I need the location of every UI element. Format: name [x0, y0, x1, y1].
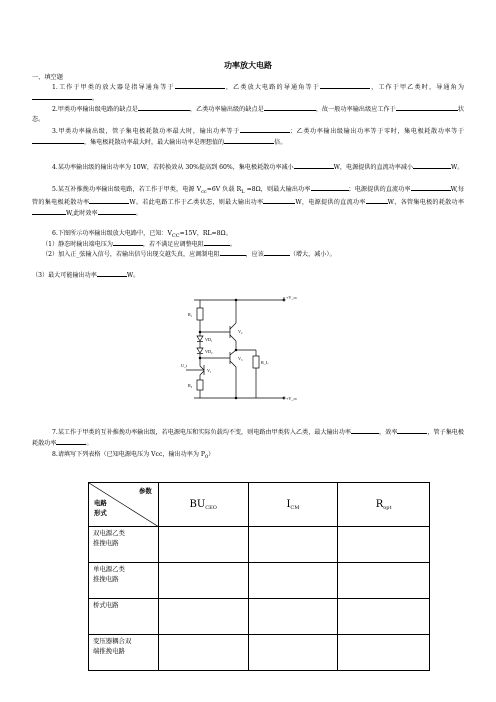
input-label: U_i: [181, 363, 188, 368]
table-cell[interactable]: [338, 635, 430, 671]
blank: [175, 82, 225, 89]
corner-bottom-label: 电路 形式: [94, 499, 107, 517]
q6-sub-cc: CC: [171, 233, 180, 239]
blank: [397, 427, 427, 434]
transistor-v1-label: V₁: [207, 368, 212, 373]
power-amplifier-circuit-diagram: [180, 292, 310, 410]
q3-text-b: ；乙类功率输出级输出功率等于零时，集电极耗散功率等于: [289, 128, 464, 135]
section-heading: 一、填空题: [32, 74, 63, 81]
table-cell[interactable]: [158, 527, 248, 563]
q5-text-a5: =8Ω，则最大输出功率: [244, 186, 311, 193]
question-3: [32, 126, 464, 148]
row-label: 单电源乙类 推挽电路: [89, 563, 159, 599]
q8-text-a: 8.请填写下列表格（已知电源电压为 Vcc，输出功率为 P: [52, 451, 205, 458]
table-cell[interactable]: [338, 527, 430, 563]
row-label: 双电源乙类 推挽电路: [89, 527, 159, 563]
q5-text-f: W，各管集电极的耗散功率: [387, 199, 465, 207]
header-i: $I_{CM}$: [248, 483, 338, 527]
q2-text-a: 2.甲类功率输出级电路的缺点是: [52, 106, 138, 113]
q4-text-c: W。: [451, 164, 464, 171]
q5-text-a: 5.某互补推挽功率输出级电路，若工作于甲类，电源 V: [52, 186, 202, 193]
q6-text-a: 6.下图所示功率输出级放大电路中，已知：V: [52, 230, 172, 237]
q5-text-a3: =6V 负载 R: [206, 186, 242, 193]
diode-vd1-label: VD₁: [205, 337, 213, 342]
blank: [294, 162, 334, 169]
q4-text-a: 4.某功率输出级的输出功率为 10W，若转换效从 30%提高到 60%，集电极耗散功率减小: [52, 164, 294, 171]
table-cell[interactable]: [248, 527, 338, 563]
ground-rail-label: +V_cc: [286, 396, 298, 401]
blank: [264, 249, 290, 256]
q7-text-b: ，效率: [379, 429, 398, 436]
table-cell[interactable]: [338, 599, 430, 635]
question-6-part-3: [32, 270, 464, 281]
q5-text-g: W,此时效率: [66, 210, 98, 218]
blank: [396, 104, 458, 111]
blank: [411, 184, 451, 191]
table-cell[interactable]: [158, 599, 248, 635]
q7-text-c: ，管子集电极耗散功率: [32, 429, 465, 448]
q1-text-d: 。: [92, 95, 99, 103]
q5-text-b: ；电源提供的直流功率: [348, 186, 411, 193]
q1-text-c: ，工作于甲乙类时，导通角为: [369, 84, 464, 91]
vcc-label: +V_cc: [286, 295, 298, 300]
q5-text-h: 。: [135, 210, 142, 218]
q5-sub-cc: cc: [201, 189, 207, 195]
q6-p1-text-c: 。: [229, 241, 236, 248]
q6-p1-text-b: ，若不满足应调整电阻: [142, 241, 204, 248]
q2-text-c: ，故一般功率输出级应工作于: [315, 106, 396, 113]
question-6-part-2: [32, 249, 464, 260]
blank: [97, 270, 127, 277]
table-row: [89, 563, 430, 599]
question-2: [32, 104, 464, 125]
blank: [113, 239, 143, 246]
q7-text-d: 。: [86, 440, 93, 448]
blank: [264, 104, 316, 111]
q6-p2-text-b: ，应该: [245, 251, 264, 258]
blank: [224, 137, 274, 144]
blank: [98, 208, 136, 215]
blank: [204, 239, 230, 246]
table-cell[interactable]: [248, 563, 338, 599]
resistor-r1-label: R₁: [188, 312, 193, 317]
q5-text-d: W。若此电路工作于乙类状态，则最大输出功率: [129, 199, 264, 207]
q6-p3-text-b: W。: [126, 272, 140, 279]
blank: [320, 82, 370, 89]
q3-text-c: ，集电极耗散功率最大时，最大输出功率是理想值的: [84, 139, 225, 147]
table-corner-cell: [89, 483, 159, 527]
table-cell[interactable]: [158, 635, 248, 671]
transistor-v3-label: V₃: [238, 356, 243, 361]
parameter-table: [88, 482, 430, 671]
q2-text-b: ，乙类功率输出级的缺点是: [189, 106, 264, 113]
blank: [220, 249, 246, 256]
q5-text-e: W，电源提供的直流功率: [295, 199, 366, 207]
blank: [56, 438, 86, 445]
q6-p1-text: （1）静态时输出端电压为: [42, 241, 113, 248]
blank: [240, 126, 290, 133]
transistor-v2-label: V₂: [238, 329, 243, 334]
table-cell[interactable]: [338, 563, 430, 599]
question-1: [32, 82, 464, 104]
q1-text-b: ，乙类放大电路的导通角等于: [224, 84, 320, 91]
corner-top-label: 参数: [138, 487, 152, 495]
table-cell[interactable]: [158, 563, 248, 599]
q2-text-d: 状态。: [32, 106, 464, 124]
header-r: $R_{opt}$: [338, 483, 430, 527]
q5-text-c: W,每管的集电极耗散功率: [32, 186, 464, 207]
q5-sub-l: L: [241, 189, 245, 195]
table-row: [89, 527, 430, 563]
question-5: [32, 184, 464, 220]
question-7: [32, 427, 464, 449]
table-cell[interactable]: [248, 635, 338, 671]
blank: [89, 197, 129, 204]
load-resistor-label: R_L: [261, 360, 269, 365]
row-label: 变压器耦合双 端推挽电路: [89, 635, 159, 671]
q7-text-a: 7.某工作于甲类的互补推挽功率输出级，若电源电压和实际负载均不变，则电路由甲类转入乙类，最大输出功率: [52, 429, 352, 436]
q6-p3-text: （3）最大可能输出功率: [32, 272, 97, 279]
blank: [263, 197, 295, 204]
q6-p2-text: （2）加入正_弦输入信号，若输出信号出现交越失真，应调制电阻: [42, 251, 220, 258]
page-title: 功率放大电路: [224, 61, 272, 70]
blank: [366, 197, 388, 204]
question-8: [32, 450, 464, 462]
q4-text-b: W，电源提供的直流功率减小: [333, 164, 414, 171]
table-row: [89, 635, 430, 671]
blank: [32, 208, 66, 215]
q3-text-a: 3.甲类功率输出级，管子集电极耗散功率最大时，输出功率等于: [52, 128, 240, 135]
row-label: 桥式电路: [89, 599, 159, 635]
table-row: [89, 599, 430, 635]
q8-text-a3: ）: [208, 451, 215, 458]
q8-sub-0: 0: [204, 454, 209, 460]
header-bu: $BU_{CEO}$: [158, 483, 248, 527]
q6-text-a3: =15V，RL=8Ω。: [179, 230, 232, 237]
blank: [413, 162, 451, 169]
blank: [351, 427, 379, 434]
diode-vd2-label: VD₂: [205, 349, 213, 354]
blank: [138, 104, 190, 111]
q1-text-a: 1.工作于甲类的放大器是指导通角等于: [52, 84, 175, 91]
blank: [32, 93, 92, 100]
blank: [32, 137, 84, 144]
table-cell[interactable]: [248, 599, 338, 635]
blank: [311, 184, 349, 191]
q3-text-d: 倍。: [274, 139, 287, 147]
table-header-row: [89, 483, 430, 527]
question-4: [32, 162, 464, 173]
resistor-r3-label: R₃: [188, 383, 193, 388]
q6-p2-text-c: （增大，减小）。: [289, 251, 336, 258]
